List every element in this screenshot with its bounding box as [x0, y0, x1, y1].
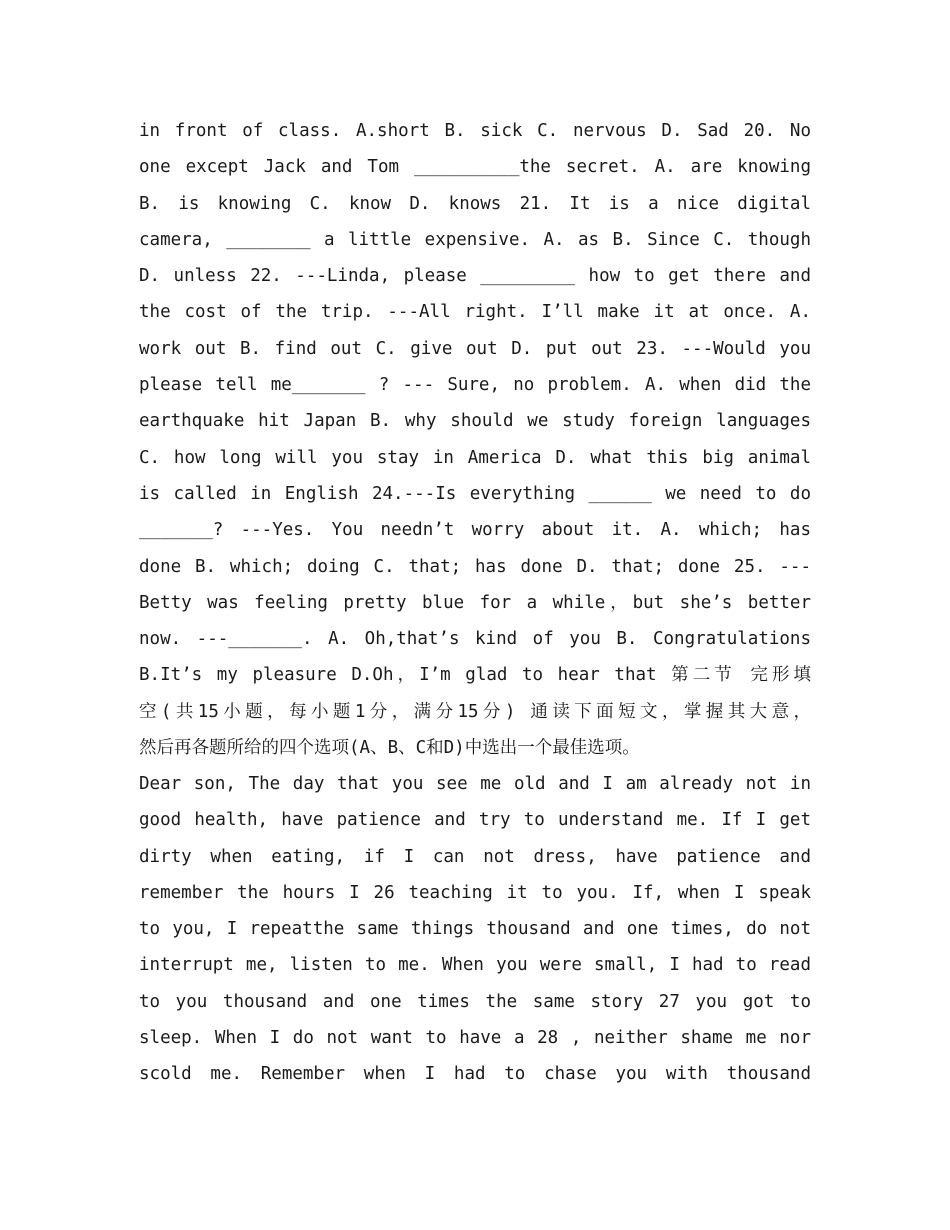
text-line: good health, have patience and try to understand me. If I get: [139, 810, 811, 831]
text-line: to you, I repeatthe same things thousand and one times, do not: [139, 919, 811, 940]
text-line: D. unless 22. ---Linda, please _________ how to get there and: [139, 266, 811, 287]
cloze-passage-text: [139, 766, 811, 1093]
text-line: remember the hours I 26 teaching it to you. If, when I speak: [139, 882, 811, 903]
text-line: B.It’s my pleasure D.Oh，I’m glad to hear that 第二节 完形填: [139, 665, 811, 686]
text-line: done B. which; doing C. that; has done D. that; done 25. ---: [139, 556, 811, 577]
text-line: 空(共15小题，每小题1分，满分15分) 通读下面短文，掌握其大意，: [139, 701, 811, 722]
text-line: camera, ________ a little expensive. A. as B. Since C. though: [139, 229, 811, 250]
text-line: interrupt me, listen to me. When you were small, I had to read: [139, 955, 811, 976]
text-line: to you thousand and one times the same story 27 you got to: [139, 991, 811, 1012]
text-line: B. is knowing C. know D. knows 21. It is a nice digital: [139, 193, 811, 214]
text-line: _______? ---Yes. You needn’t worry about it. A. which; has: [139, 520, 811, 541]
text-line: now. ---_______. A. Oh,that’s kind of you B. Congratulations: [139, 629, 811, 650]
text-line: work out B. find out C. give out D. put out 23. ---Would you: [139, 338, 811, 359]
text-line: please tell me_______ ? --- Sure, no problem. A. when did the: [139, 375, 811, 396]
text-line: is called in English 24.---Is everything ______ we need to do: [139, 483, 811, 504]
text-line: one except Jack and Tom __________the secret. A. are knowing: [139, 157, 811, 178]
text-line: scold me. Remember when I had to chase you with thousand: [139, 1064, 811, 1085]
exercise-questions-text: [139, 113, 811, 766]
text-line: Betty was feeling pretty blue for a while，but she’s better: [139, 592, 811, 613]
text-line: Dear son, The day that you see me old and I am already not in: [139, 774, 811, 794]
text-line: sleep. When I do not want to have a 28 , neither shame me nor: [139, 1028, 811, 1049]
text-line: in front of class. A.short B. sick C. nervous D. Sad 20. No: [139, 121, 811, 141]
text-line: the cost of the trip. ---All right. I’ll make it at once. A.: [139, 302, 811, 323]
text-line: C. how long will you stay in America D. what this big animal: [139, 447, 811, 468]
text-line: earthquake hit Japan B. why should we study foreign languages: [139, 411, 811, 432]
text-line: 然后再各题所给的四个选项(A、B、C和D)中选出一个最佳选项。: [139, 738, 640, 759]
text-line: dirty when eating, if I can not dress, have patience and: [139, 846, 811, 867]
